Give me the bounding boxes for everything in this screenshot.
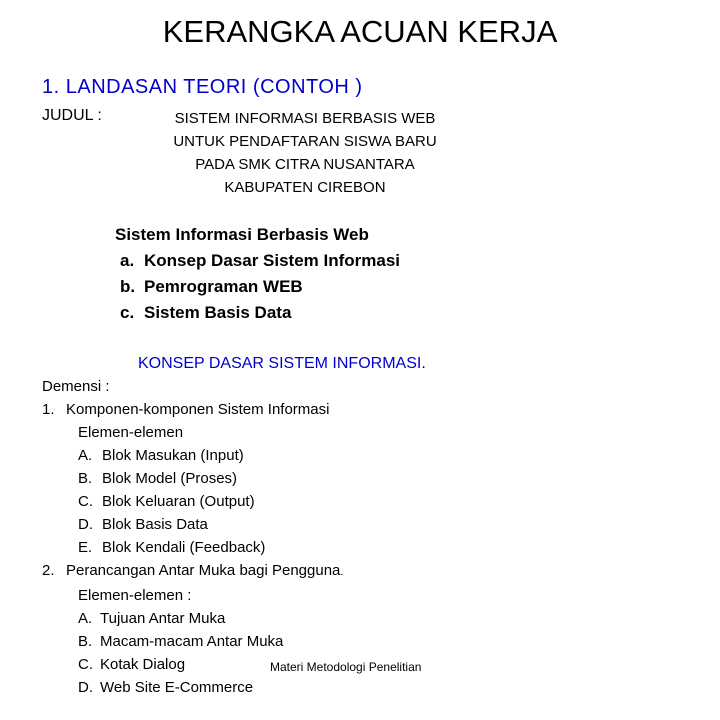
section1-subheading: Elemen-elemen (78, 424, 184, 441)
outline-list (115, 222, 400, 326)
outline-item-marker: a. (120, 251, 135, 270)
section2-item (42, 676, 343, 699)
section1-item-marker: C. (78, 493, 93, 510)
outline-item-text: Konsep Dasar Sistem Informasi (144, 251, 401, 270)
outline-item (115, 248, 400, 274)
section2-item-text: Tujuan Antar Muka (100, 610, 226, 627)
section1-item-marker: A. (78, 447, 93, 464)
section1-item-text: Blok Masukan (Input) (102, 447, 244, 464)
outline-item-marker: b. (120, 277, 136, 296)
page-title: KERANGKA ACUAN KERJA (162, 14, 558, 49)
demensi-label: Demensi : (42, 378, 110, 395)
section1-item (42, 490, 343, 513)
section-heading: 1. LANDASAN TEORI (CONTOH ) (42, 76, 363, 98)
section2-item-marker: C. (78, 656, 93, 673)
footer-caption: Materi Metodologi Penelitian (270, 660, 422, 674)
judul-line: SISTEM INFORMASI BERBASIS WEB (174, 110, 436, 127)
section1-marker: 1. (42, 401, 55, 418)
outline-item (115, 300, 400, 326)
judul-line: PADA SMK CITRA NUSANTARA (195, 156, 415, 173)
konsep-heading (138, 355, 426, 373)
section2-title-period: . (340, 567, 344, 578)
section2-item-text: Web Site E-Commerce (100, 679, 254, 696)
section1-title-text: Komponen-komponen Sistem Informasi (66, 401, 330, 418)
judul-title-block (150, 107, 460, 199)
section2-title-text: Perancangan Antar Muka bagi Pengguna (66, 562, 341, 579)
section1-item-text: Blok Keluaran (Output) (102, 493, 255, 510)
outline-item-text: Sistem Basis Data (144, 303, 292, 322)
section1-item (42, 536, 343, 559)
section2-item-text: Macam-macam Antar Muka (100, 633, 284, 650)
section1-item (42, 467, 343, 490)
konsep-heading-period: . (421, 355, 426, 372)
outline-item-text: Pemrograman WEB (144, 277, 303, 296)
section1-item-marker: D. (78, 516, 93, 533)
section1-item (42, 513, 343, 536)
section1-item-marker: E. (78, 539, 93, 556)
section1-item-text: Blok Basis Data (102, 516, 208, 533)
section2-item-marker: D. (78, 679, 93, 696)
section1-item-marker: B. (78, 470, 93, 487)
section2-item-marker: B. (78, 633, 93, 650)
outline-header: Sistem Informasi Berbasis Web (115, 225, 369, 244)
section2-title (42, 559, 343, 584)
section2-item-text: Kotak Dialog (100, 656, 186, 673)
section2-item (42, 630, 343, 653)
outline-item-marker: c. (120, 303, 135, 322)
konsep-heading-text: KONSEP DASAR SISTEM INFORMASI (138, 355, 422, 372)
judul-label: JUDUL : (42, 107, 102, 124)
section1-title (42, 398, 343, 421)
section1-item (42, 444, 343, 467)
section2-subheading: Elemen-elemen : (78, 587, 192, 604)
judul-line: KABUPATEN CIREBON (224, 179, 386, 196)
section1-item-text: Blok Model (Proses) (102, 470, 238, 487)
body-content (42, 375, 343, 699)
section2-marker: 2. (42, 562, 55, 579)
section1-item-text: Blok Kendali (Feedback) (102, 539, 266, 556)
outline-item (115, 274, 400, 300)
section2-item-marker: A. (78, 610, 93, 627)
section2-item (42, 607, 343, 630)
judul-line: UNTUK PENDAFTARAN SISWA BARU (173, 133, 437, 150)
